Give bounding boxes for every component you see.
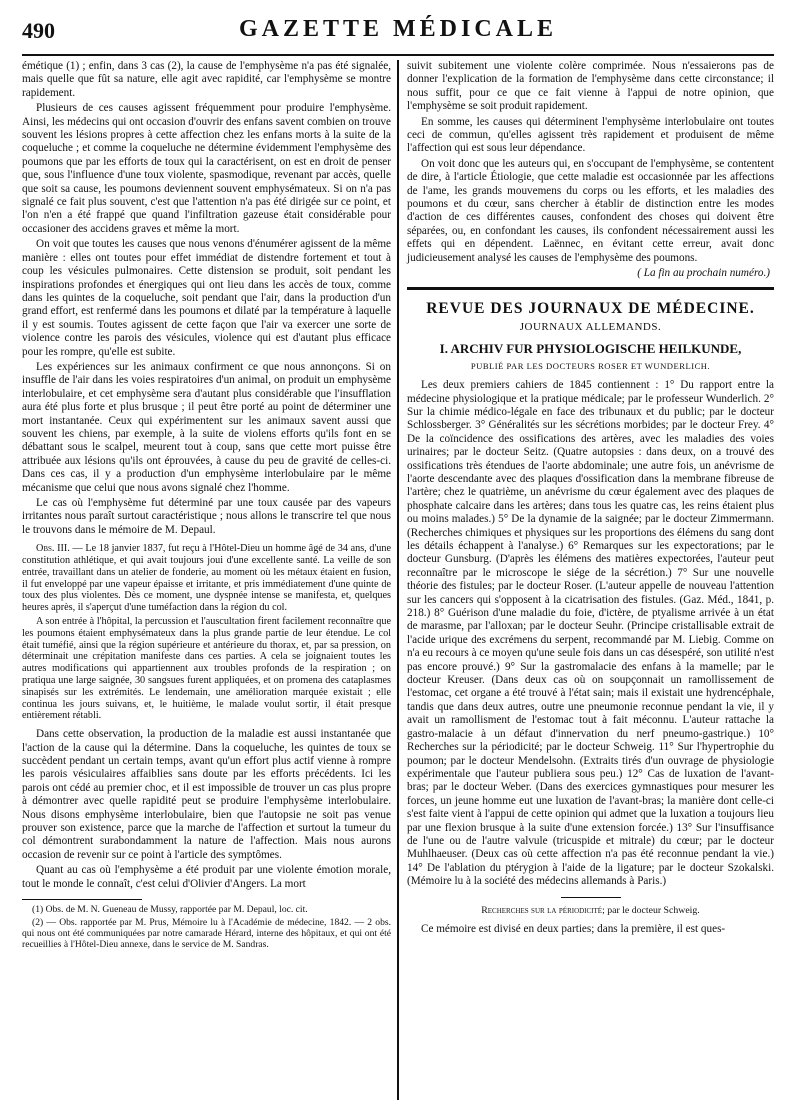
paragraph: émétique (1) ; enfin, dans 3 cas (2), la cause de l'emphysème n'a pas été signalée, mais quelle que fût sa nature, elle agit avec rapidité, car l'emphysème se montre rapidement. <box>22 60 391 99</box>
section-divider <box>407 287 774 290</box>
continued-note: ( La fin au prochain numéro.) <box>637 267 770 280</box>
paragraph: Quant au cas où l'emphysème a été produit par une violente émotion morale, tout le monde le connaît, c'est celui d'Olivier d'Angers. La mort <box>22 864 391 890</box>
paragraph: Le cas où l'emphysème fut déterminé par une toux causée par des vapeurs irritantes nous paraît surtout caractéristique ; nous allons le transcrire tel que nous le trouvons dans le mémoire de M. Depaul. <box>22 497 391 536</box>
short-divider <box>561 897 621 898</box>
right-column <box>399 60 774 1100</box>
paragraph: Ce mémoire est divisé en deux parties; dans la première, il est ques- <box>421 922 726 935</box>
recherches-byline: ; par le docteur Schweig. <box>602 904 700 916</box>
footnote-divider <box>22 899 142 900</box>
footnote: (1) Obs. de M. N. Gueneau de Mussy, rapportée par M. Depaul, loc. cit. <box>32 904 308 916</box>
observation-paragraph <box>22 543 391 614</box>
paragraph: suivit subitement une violente colère comprimée. Nous n'essaierons pas de donner l'explication de la formation de l'emphysème dans cette circonstance; il nous suffit, pour ce que ce fait vienne à l'appui de notre opinion, que l'emphysème se soit produit rapidement. <box>407 60 774 113</box>
observation-block <box>22 543 391 722</box>
paragraph: Dans cette observation, la production de la maladie est aussi instantanée que l'action de la cause qui la détermine. Dans la coqueluche, les quintes de toux se succèdent pendant un certain temps, avant qu'un effort plus actif vienne à rompre les parois vésiculaires affaiblies sans doute par les efforts précédents. Ici les parois ont cédé au premier choc, et il est impossible de trouver un cas plus propre à démontrer avec quelle rapidité peut se produire l'emphysème interlobulaire. Nous disons emphysème interlobulaire, bien que l'autopsie ne soit pas venue prouver son existence, parce que la marche de l'affection et surtout la tumeur du col démontrent surabondamment la nature de l'affection. Mais nous aurons occasion de revenir sur ce point à l'article des symptômes. <box>22 728 391 861</box>
columns <box>22 60 774 1100</box>
footnote: (2) — Obs. rapportée par M. Prus, Mémoire lu à l'Académie de médecine, 1842. — 2 obs. qui nous ont été communiquées par notre camarade Hérard, interne des hôpitaux, et qui ont été recueillies à l'Hôtel-Dieu annexe, dans le service de M. Sandras. <box>22 917 391 951</box>
paragraph: On voit donc que les auteurs qui, en s'occupant de l'emphysème, se contentent de dire, à l'article Étiologie, que cette maladie est occasionnée par les affections de l'ame, les grands mouvemens du corps ou les efforts, et les maladies des poumons et du cœur, sans chercher à établir de distinction entre les modes d'action de ces différentes causes, confondent des choses qui doivent être séparées, ou, en confondant les causes, ils confondent nécessairement aussi les effets qui en dépendent. Laënnec, en évitant cette erreur, avait donc judicieusement analysé les causes de l'emphysème des poumons. <box>407 157 774 264</box>
page-header <box>22 10 774 56</box>
paragraph: Plusieurs de ces causes agissent fréquemment pour produire l'emphysème. Ainsi, les médecins qui ont occasion d'ouvrir des enfans savent combien on trouve souvent les lésions propres à cette affection chez les enfans morts à la suite de la coqueluche ; et comme la coqueluche ne détermine évidemment l'emphysème des poumons que par les efforts de toux qui la caractérisent, on est en droit de penser que, sous l'influence d'une toux violente, spasmodique, revenant par accès, quelle que soit sa cause, les poumons deviennent souvent emphysémateux. Si on n'a pas signalé ce fait plus souvent, c'est que l'attention n'a pas été dirigée sur ce point, et l'on n'en a été frappé que quand l'infiltration gazeuse était considérable pour occasioner des accidens graves et même la mort. <box>22 102 391 235</box>
observation-text: — Le 18 janvier 1837, fut reçu à l'Hôtel-Dieu un homme âgé de 34 ans, d'une constitution athlétique, et qui avait toujours joui d'une excellente santé. La veille de son entrée, travaillant dans un atelier de fonderie, au moment où les métaux étaient en fusion, il fut enveloppé par une vapeur épaisse et irritante, et pris immédiatement d'une quinte de toux des plus violentes. Dès ce moment, une dyspnée intense se manifesta, et, quelques heures après, il s'aperçut d'une tuméfaction dans la région du col. <box>22 543 391 614</box>
observation-label: Obs. III. <box>36 543 70 555</box>
observation-paragraph: A son entrée à l'hôpital, la percussion et l'auscultation firent facilement reconnaître que les poumons étaient emphysémateux dans la plus grande partie de leur étendue. Le col était tuméfié, ainsi que la région supérieure et antérieure du thorax, et, par sa pression, on déterminait une crépitation manifeste dans ces parties. A cela se joignaient toutes les autres modifications qui appartiennent aux troubles profonds de la respiration ; on pratiqua une large saignée, 30 sangsues furent appliquées, et on promena des cataplasmes sinapisés sur les extrémités. Le lendemain, une amélioration marquée existait ; elle continua les jours suivans, et, le huitième, le malade voulut sortir, il était presque entièrement rétabli. <box>22 616 391 722</box>
section-title: I. ARCHIV FUR PHYSIOLOGISCHE HEILKUNDE, <box>439 341 742 357</box>
revue-subtitle: JOURNAUX ALLEMANDS. <box>519 320 662 333</box>
revue-title: REVUE DES JOURNAUX DE MÉDECINE. <box>426 299 755 317</box>
paragraph: En somme, les causes qui déterminent l'emphysème interlobulaire ont toutes ceci de commun, qu'elles agissent très rapidement et produisent de même l'affection qui est sous leur dépendance. <box>407 115 774 155</box>
paragraph: Les expériences sur les animaux confirment ce que nous annonçons. Si on insuffle de l'air dans les voies respiratoires d'un animal, on produit un emphysème interlobulaire, et cet emphysème sera d'autant plus considérable que l'insufflation aura été plus forte et plus brusque ; il peut être porté au point de déterminer une mort instantanée. Ceux qui expérimentent sur les animaux savent aussi que souvent les chiens, par exemple, à la suite de violens efforts qu'ils font en se débattant sous le scalpel, meurent tout à coup, sans que cette mort puisse être attribuée aux lésions qu'ils ont éprouvées, à cause du peu de gravité de celles-ci. Dans ces cas, il y a production d'un emphysème interlobulaire par le même mécanisme que celui que nous avons signalé chez l'homme. <box>22 360 391 494</box>
recherches-title: Recherches sur la périodicité <box>481 904 603 916</box>
revue-body: Les deux premiers cahiers de 1845 contiennent : 1° Du rapport entre la médecine physiologique et la pratique médicale; par le professeur Wunderlich. 2° Sur la chimie médico-légale en face des tribunaux et du public; par le docteur Schlossberger. 3° Généralités sur les sécrétions morbides; par le docteur Frey. 4° De la coïncidence des ossifications des artères, avec les maladies des voies urinaires; par le docteur Seitz. (Quatre autopsies : dans deux, on a trouvé des ossifications très étendues de l'aorte abdominale; une autre fois, un anévrisme de l'aorte descendante avec des plaques d'ossification dans la membrane fibreuse de l'artère; chez le quatrième, un anévrisme du cœur également avec des plaques de phosphate calcaire dans les artères; dans tous les quatre cas, les reins étaient plus ou moins malades.) 5° De la dynamie de la saignée; par le docteur Zimmermann. (Recherches chimiques et physiques sur les proportions des élémens du sang dont les détails échappent à l'analyse.) 6° Remarques sur les expectorations; par le docteur Gunsburg. (D'après les élémens des matières expectorées, l'auteur peut reconnaître par le microscope le siége de la sécrétion.) 7° Sur une nouvelle théorie des fistules; par le docteur Roser. (L'auteur appelle de nouveau l'attention sur les cancers qui s'opposent à la cicatrisation des fistules. (Gaz. Méd., 1841, p. 218.) 8° Guérison d'une maladie du foie, d'ictère, de ptyalisme arrivée à un état de marasme, par l'alloxan; par le docteur Seuhr. (Principe cristallisable extrait de l'acide urique des excrémens du serpent, recommandé par M. Liebig. Comme on n'a eu recours à ce moyen qu'une seule fois dans un cas désespéré, son utilité n'est pas encore prouvé.) 9° Sur la gastromalacie des enfans à la mamelle; par le docteur Kreuser. (Dans deux cas où on soupçonnait un ramollissement de l'estomac, cet organe a été trouvé à l'état sain; mais il existait une hydrencéphale, tandis que dans deux autres, outre une pneumonie reconnue pendant la vie, il y avait un ramollisment de l'estomac tout à fait méconnu. L'auteur rattache la gastro-malacie à un défaut d'innervation du nerf pneumo-gastrique.) 10° Recherches sur la périodicité; par le docteur Schweig. 11° Sur l'hypertrophie du poumon; par le docteur Mendelsohn. (Extraits tirés d'un ouvrage de physiologie expérimentale que l'auteur publiera sous peu.) 12° Cas de luxation de l'avant-bras; par le docteur Weber. (Dans des exercices gymnastiques pour mesurer les forces, un jeune homme eut une luxation de l'avant-bras; la manière dont celle-ci s'est faite vient à l'appui de cette opinion qui admet que la luxation a toujours lieu par une flexion brusque à la suite d'une extension forcée.) 13° Sur l'insuffisance de l'une ou de l'autre valvule (tricuspide et mitrale) du cœur; par le docteur Muhlhaeuser. (Deux cas où cette affection n'a pas été reconnue pendant la vie.) 14° De l'ablation du ptérygion à l'aide de la ligature; par le docteur Szokalski. (Mémoire lu à la société des médecins allemands à Paris.) <box>407 379 774 888</box>
recherches-heading <box>407 904 774 917</box>
page-number: 490 <box>22 18 55 43</box>
section-byline: PUBLIÉ PAR LES DOCTEURS ROSER ET WUNDERLICH. <box>470 360 711 371</box>
left-column <box>22 60 397 1100</box>
journal-title: GAZETTE MÉDICALE <box>238 16 558 42</box>
paragraph: On voit que toutes les causes que nous venons d'énumérer agissent de la même manière : elles ont toutes pour effet immédiat de distendre fortement et tout à coup les vésicules pulmonaires. Cette distension se produit, soit pendant les inspirations profondes et énergiques qui ont lieu dans les accès de toux, comme dans les quintes de la coqueluche, soit pendant que l'air, dans la production d'un grand effort, est renfermé dans les poumons et dilaté par la température à laquelle il y est soumis. Toutes agissent de cette façon que l'air va exercer une sorte de violence contre les parois des vésicules, violence qui est d'autant plus efficace pour les rompre, qu'elle est subite. <box>22 238 391 358</box>
